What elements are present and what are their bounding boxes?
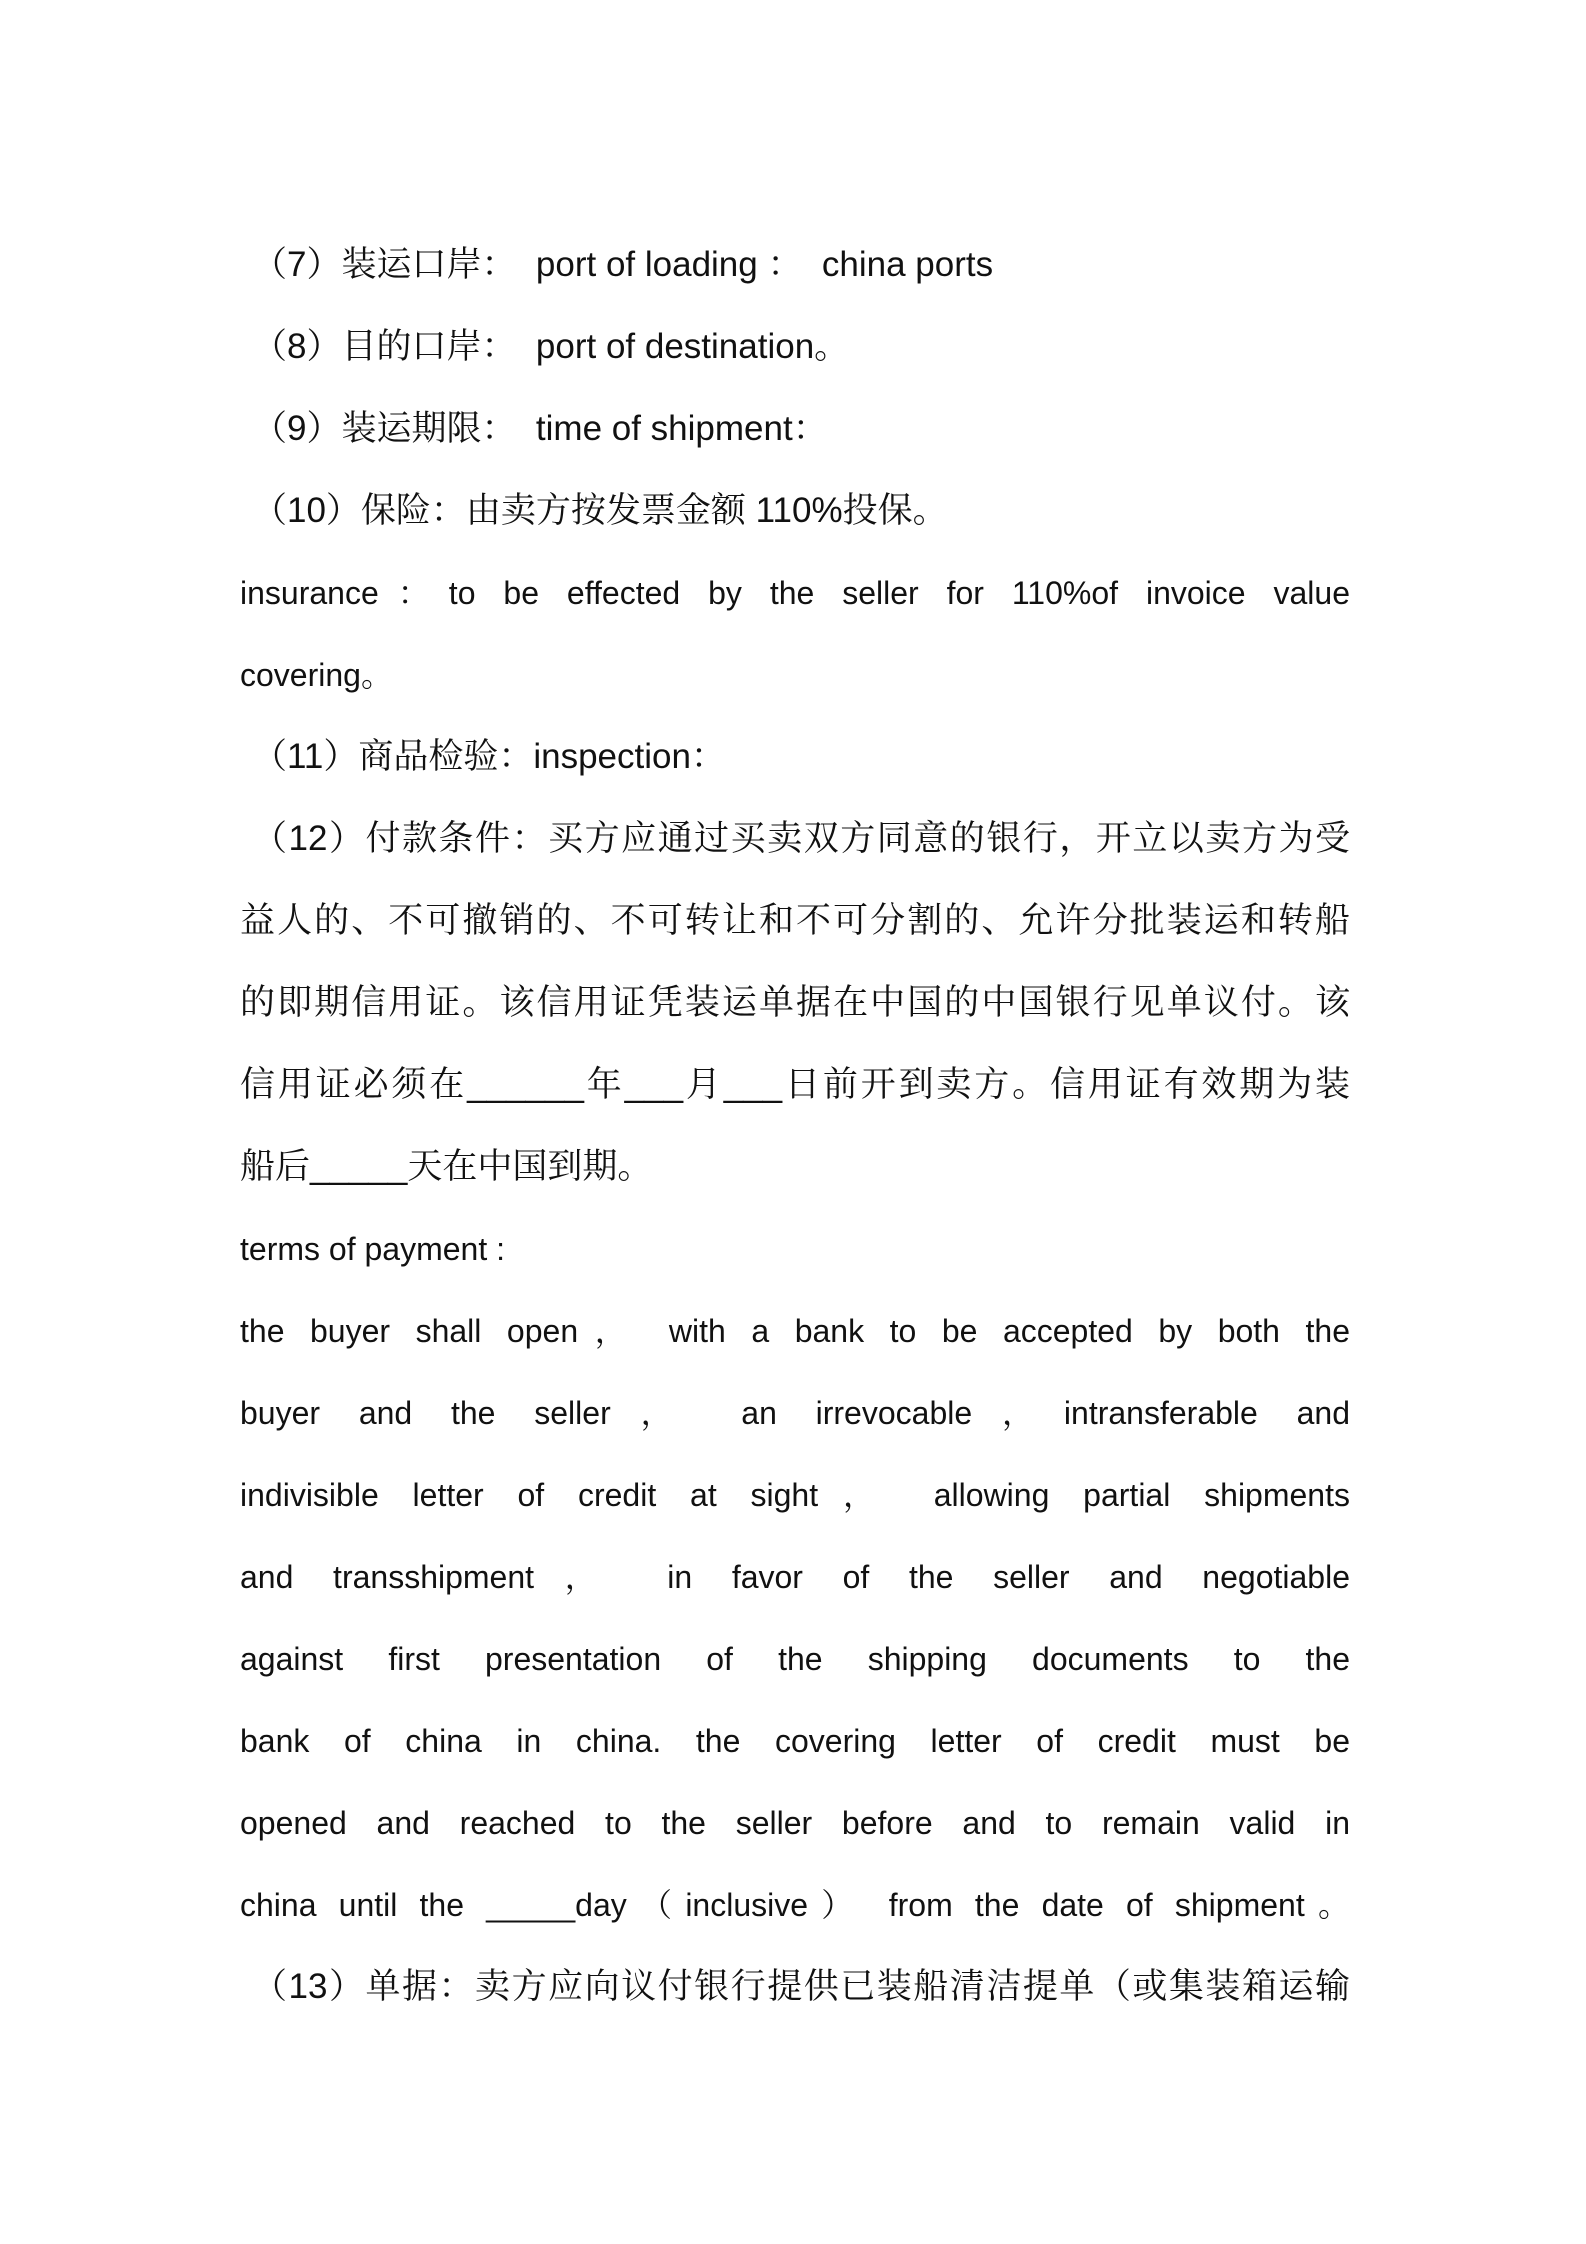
text-line: terms of payment : xyxy=(240,1231,505,1267)
text-line: 的即期信用证。该信用证凭装运单据在中国的中国银行见单议付。该 xyxy=(240,983,1350,1022)
text-line: covering。 xyxy=(240,657,393,693)
text-line: indivisible letter of credit at sight， allowing partial shipments xyxy=(240,1477,1350,1513)
text-line: （13）单据：卖方应向议付银行提供已装船清洁提单（或集装箱运输 xyxy=(252,1967,1350,2006)
text-line: and transshipment， in favor of the seller and negotiable xyxy=(240,1559,1350,1595)
text-line: buyer and the seller， an irrevocable，intransferable and xyxy=(240,1395,1350,1431)
text-line: opened and reached to the seller before and to remain valid in xyxy=(240,1805,1350,1841)
text-line: （12）付款条件：买方应通过买卖双方同意的银行，开立以卖方为受 xyxy=(252,819,1350,858)
contract-text-block xyxy=(240,224,1350,2028)
text-line: （9）装运期限： time of shipment： xyxy=(252,409,828,448)
text-line: insurance：to be effected by the seller for 110%of invoice value xyxy=(240,575,1350,611)
text-line: china until the _____day（inclusive） from the date of shipment。 xyxy=(240,1887,1350,1923)
text-line: 信用证必须在______年___月___日前开到卖方。信用证有效期为装 xyxy=(240,1065,1350,1104)
text-line: against first presentation of the shipping documents to the xyxy=(240,1641,1350,1677)
text-line: （7）装运口岸： port of loading ： china ports xyxy=(252,245,994,284)
text-line: 益人的、不可撤销的、不可转让和不可分割的、允许分批装运和转船 xyxy=(240,901,1350,940)
text-line: 船后_____天在中国到期。 xyxy=(240,1147,653,1186)
text-line: the buyer shall open， with a bank to be accepted by both the xyxy=(240,1313,1350,1349)
text-line: （8）目的口岸： port of destination。 xyxy=(252,327,850,366)
text-line: bank of china in china. the covering letter of credit must be xyxy=(240,1723,1350,1759)
text-line: （11）商品检验：inspection： xyxy=(252,737,726,776)
text-line: （10）保险：由卖方按发票金额 110%投保。 xyxy=(252,491,948,530)
